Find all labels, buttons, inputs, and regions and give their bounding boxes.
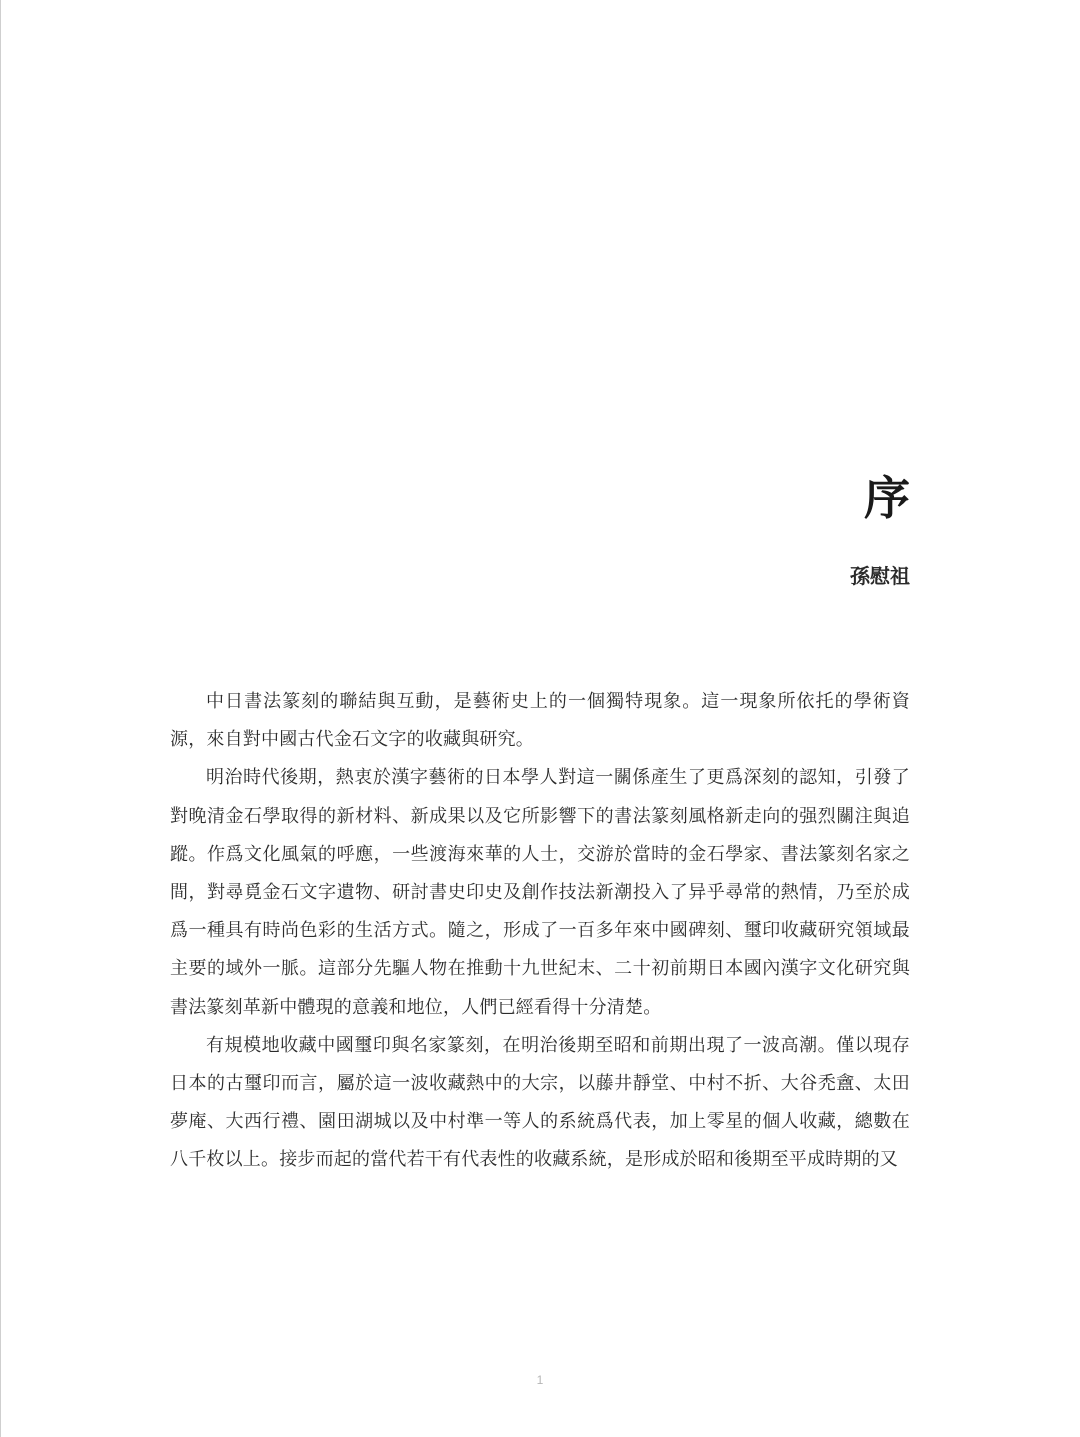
paragraph-1: 中日書法篆刻的聯結與互動，是藝術史上的一個獨特現象。這一現象所依托的學術資源，來自對中國古代金石文字的收藏與研究。 bbox=[170, 691, 910, 751]
chapter-title: 序 bbox=[864, 471, 910, 525]
page-edge-divider bbox=[0, 0, 1, 1437]
page-number: 1 bbox=[536, 1373, 544, 1387]
body-text bbox=[170, 683, 910, 1180]
paragraph-3: 有規模地收藏中國璽印與名家篆刻，在明治後期至昭和前期出現了一波高潮。僅以現存日本的古璽印而言，屬於這一波收藏熱中的大宗，以藤井靜堂、中村不折、大谷禿盦、太田夢庵、大西行禮、園田湖城以及中村準一等人的系統爲代表，加上零星的個人收藏，總數在八千枚以上。接步而起的當代若干有代表性的收藏系統，是形成於昭和後期至平成時期的又 bbox=[170, 1034, 910, 1171]
author-name: 孫慰祖 bbox=[850, 564, 910, 588]
paragraph-2: 明治時代後期，熱衷於漢字藝術的日本學人對這一關係產生了更爲深刻的認知，引發了對晚清金石學取得的新材料、新成果以及它所影響下的書法篆刻風格新走向的强烈關注與追蹤。作爲文化風氣的呼應，一些渡海來華的人士，交游於當時的金石學家、書法篆刻名家之間，對尋覓金石文字遺物、研討書史印史及創作技法新潮投入了异乎尋常的熱情，乃至於成爲一種具有時尚色彩的生活方式。隨之，形成了一百多年來中國碑刻、璽印收藏研究領域最主要的域外一脈。這部分先驅人物在推動十九世紀末、二十初前期日本國內漢字文化研究與書法篆刻革新中體現的意義和地位，人們已經看得十分清楚。 bbox=[170, 767, 910, 1018]
